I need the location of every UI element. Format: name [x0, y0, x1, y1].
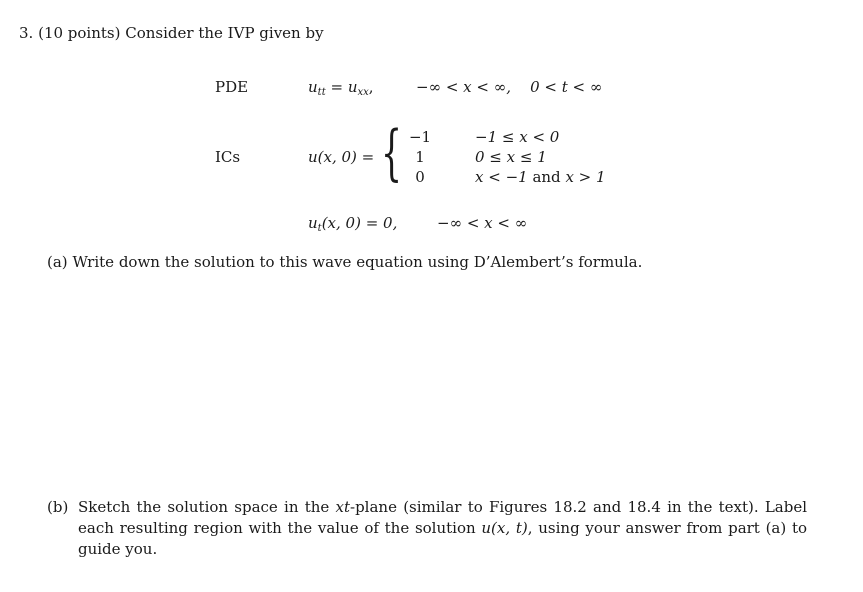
piece-value: 0: [415, 168, 425, 186]
part-a-label: (a): [47, 253, 68, 271]
part-a: [47, 253, 642, 271]
pde-domain-t: 0 < t < ∞: [530, 78, 603, 96]
part-b: [47, 497, 807, 560]
part-a-text: Write down the solution to this wave equation using D’Alembert’s formula.: [72, 253, 643, 271]
initial-displacement-lhs: u(x, 0) =: [308, 148, 375, 166]
piece-condition: x < −1 and x > 1: [475, 168, 606, 186]
problem-intro: Consider the IVP given by: [125, 24, 324, 42]
initial-velocity-equation: $u_t(x$, 0) = 0,: [308, 214, 398, 234]
piece-condition: −1 ≤ x < 0: [475, 128, 560, 146]
ics-label: ICs: [215, 148, 241, 166]
part-b-text: Sketch the solution space in the xt-plane (similar to Figures 18.2 and 18.4 in the text). Label each resulting region with the value of the solution u(x, t), using your answer from part (a) to guide you.: [78, 498, 808, 558]
pde-label: PDE: [215, 78, 249, 96]
piecewise-brace: {: [381, 118, 403, 188]
problem-number: 3.: [19, 24, 34, 42]
pde-equation: $u_{tt} = u_{xx}$,: [308, 78, 374, 98]
part-b-label: (b): [47, 498, 69, 516]
piece-value: 1: [415, 148, 425, 166]
pde-domain-x: −∞ < x < ∞,: [416, 78, 511, 96]
pde-domain: [416, 78, 602, 96]
initial-velocity-domain: −∞ < x < ∞: [437, 214, 528, 232]
piece-condition: 0 ≤ x ≤ 1: [475, 148, 547, 166]
piece-value: −1: [408, 128, 432, 146]
problem-points: (10 points): [38, 24, 121, 42]
problem-heading: [19, 24, 324, 42]
